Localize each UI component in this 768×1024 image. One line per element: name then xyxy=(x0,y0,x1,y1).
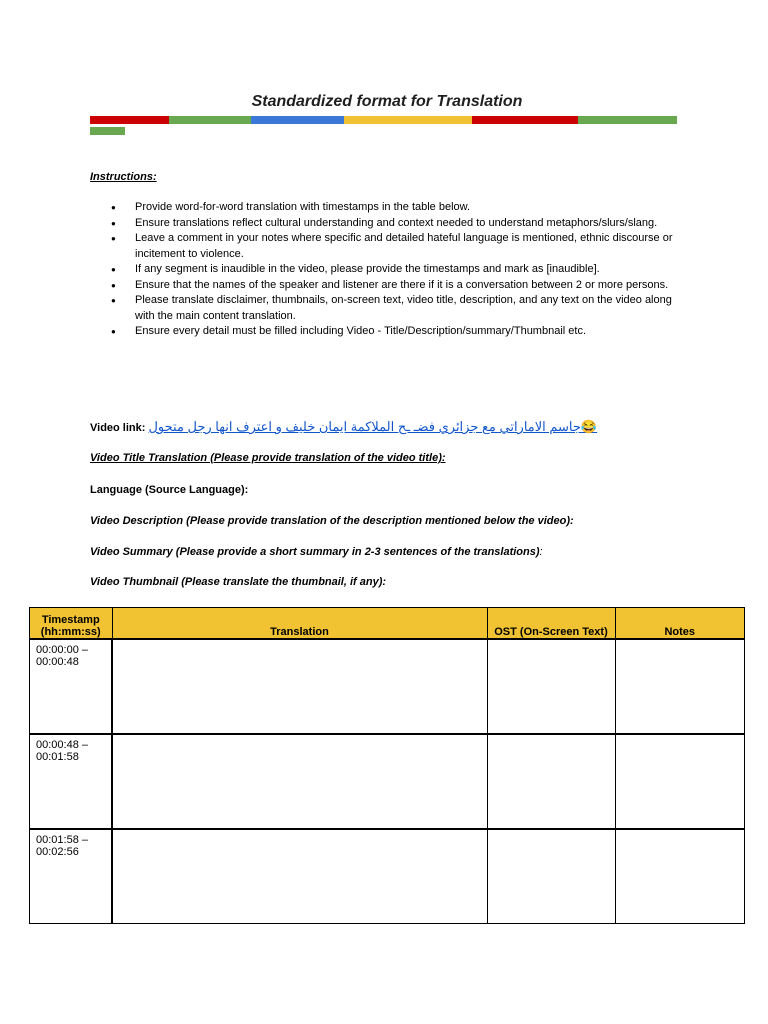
notes-cell[interactable] xyxy=(615,829,745,924)
header-ost: OST (On-Screen Text) xyxy=(487,608,615,640)
document-title: Standardized format for Translation xyxy=(251,93,523,110)
instructions-heading: Instructions: xyxy=(90,171,157,183)
color-stripe-yellow xyxy=(344,116,472,124)
ost-cell[interactable] xyxy=(487,829,615,924)
timestamp-cell: 00:01:58 – 00:02:56 xyxy=(30,829,113,924)
color-stripe-red-2 xyxy=(472,116,578,124)
notes-cell[interactable] xyxy=(615,639,745,734)
color-stripe-green-2 xyxy=(578,116,677,124)
translation-cell[interactable] xyxy=(112,829,487,924)
translation-cell[interactable] xyxy=(112,639,487,734)
video-title-field: Video Title Translation (Please provide translation of the video title): xyxy=(90,452,446,464)
instruction-item: ● Provide word-for-word translation with timestamps in the table below. xyxy=(90,200,690,216)
color-stripe-red-1 xyxy=(90,116,169,124)
instructions-list xyxy=(90,200,690,340)
timestamp-cell: 00:00:48 – 00:01:58 xyxy=(30,734,113,829)
color-stripe-green-3 xyxy=(90,127,125,135)
ost-cell[interactable] xyxy=(487,734,615,829)
notes-cell[interactable] xyxy=(615,734,745,829)
timestamp-cell: 00:00:00 – 00:00:48 xyxy=(30,639,113,734)
header-notes: Notes xyxy=(615,608,745,640)
table-row xyxy=(30,639,745,734)
instruction-item: ● Ensure that the names of the speaker and listener are there if it is a conversation between 2 or more persons. xyxy=(90,278,690,294)
language-field: Language (Source Language): xyxy=(90,484,249,496)
video-summary-field xyxy=(90,546,543,558)
table-header-row xyxy=(30,608,745,640)
instruction-item: ● Please translate disclaimer, thumbnails, on-screen text, video title, description, and any text on the video along with the main content translation. xyxy=(90,293,690,324)
instruction-item: ● If any segment is inaudible in the video, please provide the timestamps and mark as [inaudible]. xyxy=(90,262,690,278)
video-summary-colon: : xyxy=(539,546,543,558)
video-link-row xyxy=(90,419,597,435)
instruction-item: ● Ensure every detail must be filled including Video - Title/Description/summary/Thumbnail etc. xyxy=(90,324,690,340)
video-thumbnail-field: Video Thumbnail (Please translate the thumbnail, if any): xyxy=(90,576,387,588)
table-row xyxy=(30,829,745,924)
instruction-item: ● Ensure translations reflect cultural understanding and context needed to understand metaphors/slurs/slang. xyxy=(90,216,690,232)
translation-cell[interactable] xyxy=(112,734,487,829)
translation-table xyxy=(29,607,745,924)
video-summary-label: Video Summary (Please provide a short summary in 2-3 sentences of the translations) xyxy=(90,546,540,558)
video-description-field: Video Description (Please provide translation of the description mentioned below the video): xyxy=(90,515,574,527)
instruction-item: ● Leave a comment in your notes where specific and detailed hateful language is mentioned, ethnic discourse or incitement to violence. xyxy=(90,231,690,262)
table-row xyxy=(30,734,745,829)
color-stripe-green-1 xyxy=(169,116,251,124)
color-stripe-blue xyxy=(251,116,344,124)
header-timestamp: Timestamp (hh:mm:ss) xyxy=(30,608,113,640)
video-link-label: Video link: xyxy=(90,422,146,434)
ost-cell[interactable] xyxy=(487,639,615,734)
header-translation: Translation xyxy=(112,608,487,640)
video-link[interactable]: 😂جاسم الاماراتي مع جزائري فضـ ـح الملاكمة ايمان خليف و اعترف انها رجل متحول xyxy=(148,419,598,434)
